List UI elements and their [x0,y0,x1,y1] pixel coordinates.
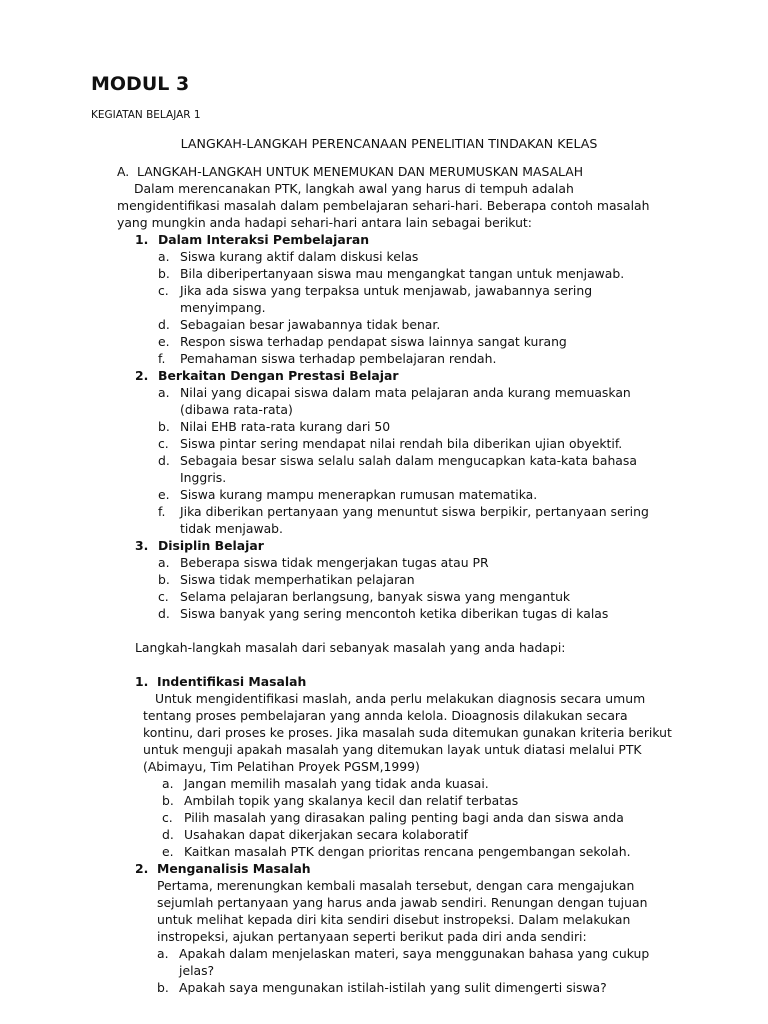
group-items [158,554,677,622]
list-item: c. Siswa pintar sering mendapat nilai rendah bila diberikan ujian obyektif. [158,436,623,451]
section-a-marker: A. [117,164,130,179]
step-number: 1. [135,674,149,689]
section-a-title: LANGKAH-LANGKAH UNTUK MENEMUKAN DAN MERUMUSKAN MASALAH [137,164,584,179]
list-item: d. Siswa banyak yang sering mencontoh ketika diberikan tugas di kalas [158,606,609,621]
analysis-steps [135,673,680,996]
step-number: 2. [135,861,149,876]
list-item: d. Usahakan dapat dikerjakan secara kolaboratif [162,827,469,842]
list-item: a. Siswa kurang aktif dalam diskusi kelas [158,249,419,264]
list-item: e. Respon siswa terhadap pendapat siswa lainnya sangat kurang [158,334,567,349]
list-item: c. Selama pelajaran berlangsung, banyak siswa yang mengantuk [158,589,571,604]
problem-groups [117,231,677,622]
list-item: f. Jika diberikan pertanyaan yang menuntut siswa berpikir, pertanyaan sering tidak menjawab. [158,504,649,536]
list-item: b. Apakah saya mengunakan istilah-istilah yang sulit dimengerti siswa? [157,980,607,995]
group-items [158,248,677,367]
main-heading: LANGKAH-LANGKAH PERENCANAAN PENELITIAN TINDAKAN KELAS [180,136,598,151]
list-item: c. Jika ada siswa yang terpaksa untuk menjawab, jawabannya sering menyimpang. [158,283,593,315]
problem-group [135,231,677,367]
group-items [158,384,677,537]
list-item: a. Nilai yang dicapai siswa dalam mata pelajaran anda kurang memuaskan (dibawa rata-rata) [158,385,631,417]
group-label: Dalam Interaksi Pembelajaran [158,232,370,247]
list-item: e. Siswa kurang mampu menerapkan rumusan matematika. [158,487,538,502]
list-item: b. Nilai EHB rata-rata kurang dari 50 [158,419,391,434]
group-number: 1. [135,232,149,247]
step-body: Pertama, merenungkan kembali masalah tersebut, dengan cara mengajukan sejumlah pertanyaan yang harus anda jawab sendiri. Renungan dengan tujuan untuk melihat kepada diri kita sendiri disebut instropeksi. Dalam melakukan instropeksi, ajukan pertanyaan seperti berikut pada diri anda sendiri: [157,878,648,944]
step-item [135,860,680,996]
problem-group [135,537,677,622]
activity-label: KEGIATAN BELAJAR 1 [91,109,201,121]
problem-group [135,367,677,537]
list-item: b. Ambilah topik yang skalanya kecil dan relatif terbatas [162,793,519,808]
document-body [0,163,768,996]
group-number: 2. [135,368,149,383]
group-number: 3. [135,538,149,553]
section-a-intro: Dalam merencanakan PTK, langkah awal yang harus di tempuh adalah mengidentifikasi masalah dalam pembelajaran sehari-hari. Beberapa contoh masalah yang mungkin anda hadapi sehari-hari antara lain sebagai berikut: [117,181,650,230]
list-item: d. Sebagaia besar siswa selalu salah dalam mengucapkan kata-kata bahasa Inggris. [158,453,637,485]
list-item: a. Apakah dalam menjelaskan materi, saya menggunakan bahasa yang cukup jelas? [157,946,650,978]
list-item: f. Pemahaman siswa terhadap pembelajaran rendah. [158,351,497,366]
list-item: b. Siswa tidak memperhatikan pelajaran [158,572,415,587]
steps-intro: Langkah-langkah masalah dari sebanyak masalah yang anda hadapi: [135,640,566,655]
module-title: MODUL 3 [91,73,190,95]
list-item: e. Kaitkan masalah PTK dengan prioritas rencana pengembangan sekolah. [162,844,631,859]
list-item: d. Sebagaian besar jawabannya tidak benar. [158,317,441,332]
group-label: Berkaitan Dengan Prestasi Belajar [158,368,399,383]
group-label: Disiplin Belajar [158,538,264,553]
list-item: c. Pilih masalah yang dirasakan paling penting bagi anda dan siswa anda [162,810,624,825]
step-label: Indentifikasi Masalah [157,674,307,689]
step-label: Menganalisis Masalah [157,861,311,876]
list-item: a. Beberapa siswa tidak mengerjakan tugas atau PR [158,555,489,570]
step-questions [157,945,680,996]
step-criteria [157,775,680,860]
list-item: b. Bila diberipertanyaan siswa mau mengangkat tangan untuk menjawab. [158,266,625,281]
section-a-heading [117,163,677,180]
section-a [117,163,677,622]
list-item: a. Jangan memilih masalah yang tidak anda kuasai. [162,776,489,791]
step-item [135,673,680,860]
step-body: Untuk mengidentifikasi maslah, anda perlu melakukan diagnosis secara umum tentang proses pembelajaran yang annda kelola. Dioagnosis dilakukan secara kontinu, dari proses ke proses. Jika masalah suda ditemukan gunakan kriteria berikut untuk menguji apakah masalah yang ditemukan layak untuk diatasi melalui PTK (Abimayu, Tim Pelatihan Proyek PGSM,1999) [143,691,672,774]
